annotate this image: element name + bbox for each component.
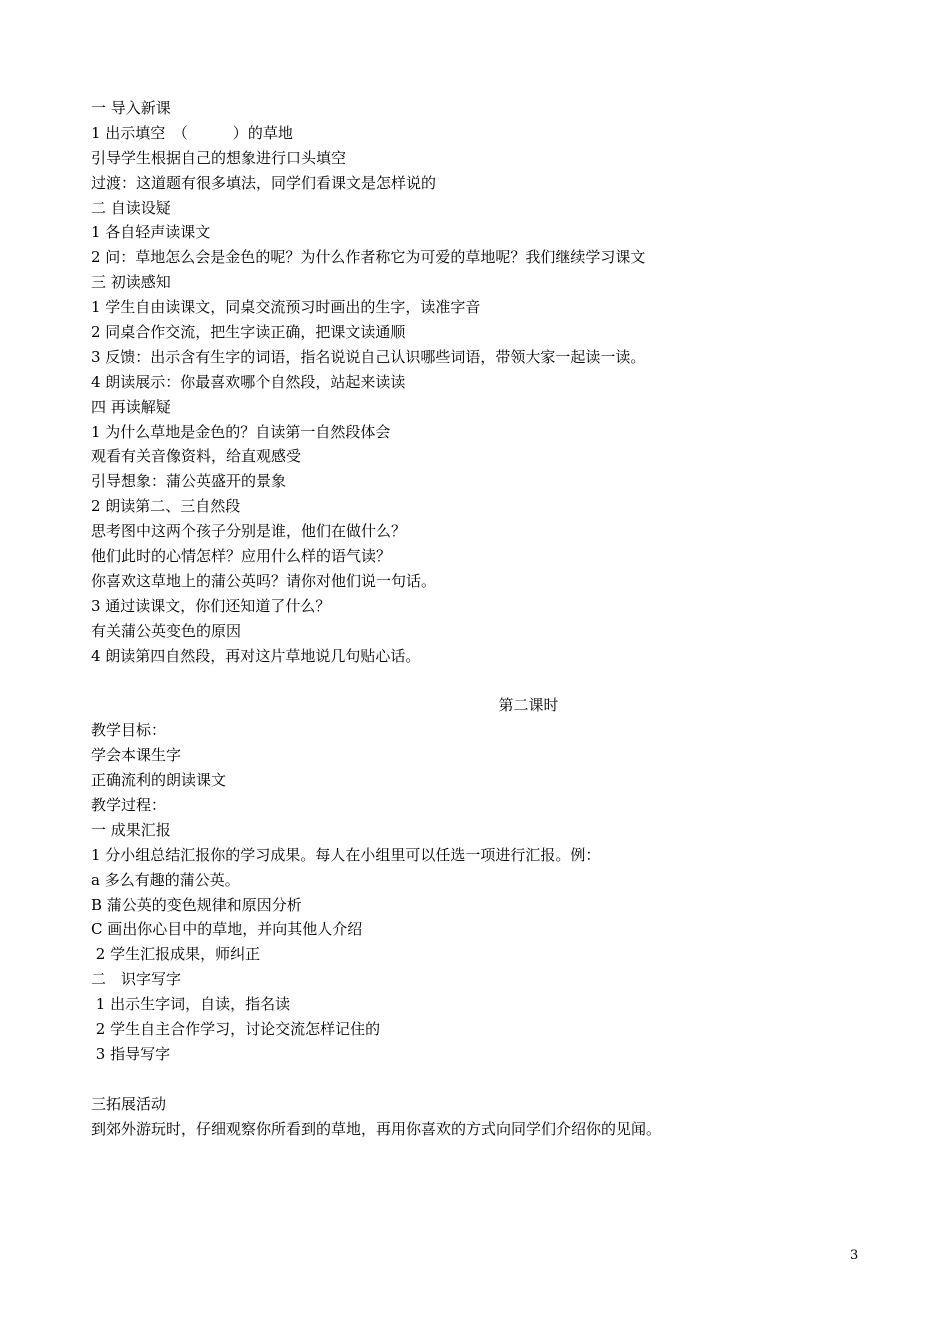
text-line: 1 各自轻声读课文 [91, 223, 211, 242]
text-line: 教学过程： [91, 795, 167, 814]
text-line: 2 问：草地怎么会是金色的呢？为什么作者称它为可爱的草地呢？我们继续学习课文 [91, 248, 646, 267]
text-line: 1 出示生字词，自读，指名读 [91, 995, 291, 1014]
text-line: C 画出你心目中的草地，并向其他人介绍 [91, 920, 363, 939]
text-line: 他们此时的心情怎样？应用什么样的语气读？ [91, 547, 392, 566]
text-line: 三 初读感知 [91, 273, 171, 292]
text-line: 过渡：这道题有很多填法，同学们看课文是怎样说的 [91, 173, 437, 192]
text-line: 2 学生汇报成果，师纠正 [91, 945, 261, 964]
text-line: 三拓展活动 [91, 1094, 167, 1113]
page-number: 3 [850, 1248, 859, 1263]
text-line: 2 学生自主合作学习，讨论交流怎样记住的 [91, 1019, 381, 1038]
text-line: a 多么有趣的蒲公英。 [91, 870, 240, 889]
lesson-part-3 [91, 1092, 871, 1142]
text-line: 教学目标： [91, 721, 167, 740]
text-line: 4 朗读展示：你最喜欢哪个自然段，站起来读读 [91, 372, 406, 391]
text-line: 引导想象：蒲公英盛开的景象 [91, 472, 287, 491]
text-line: 学会本课生字 [91, 746, 182, 765]
text-line: 正确流利的朗读课文 [91, 771, 227, 790]
text-line: 2 朗读第二、三自然段 [91, 497, 241, 516]
text-line: 观看有关音像资料，给直观感受 [91, 447, 302, 466]
text-line: 有关蒲公英变色的原因 [91, 621, 242, 640]
text-line: 引导学生根据自己的想象进行口头填空 [91, 148, 347, 167]
text-line: 3 反馈：出示含有生字的词语，指名说说自己认识哪些词语，带领大家一起读一读。 [91, 347, 646, 366]
text-line: 你喜欢这草地上的蒲公英吗？请你对他们说一句话。 [91, 571, 437, 590]
text-line: 3 通过读课文，你们还知道了什么？ [91, 596, 331, 615]
lesson-part-2 [91, 718, 871, 1066]
blank-line [91, 1067, 871, 1092]
text-line: 到郊外游玩时，仔细观察你所看到的草地，再用你喜欢的方式向同学们介绍你的见闻。 [91, 1119, 662, 1138]
text-line: 一 成果汇报 [91, 820, 171, 839]
text-line: 一 导入新课 [91, 99, 171, 117]
text-line: 1 学生自由读课文，同桌交流预习时画出的生字，读准字音 [91, 298, 481, 317]
text-line: 4 朗读第四自然段，再对这片草地说几句贴心话。 [91, 646, 421, 665]
text-line: 3 指导写字 [91, 1044, 171, 1063]
text-line: 二 自读设疑 [91, 198, 171, 217]
text-line: 1 分小组总结汇报你的学习成果。每人在小组里可以任选一项进行汇报。例： [91, 845, 601, 864]
text-line: B 蒲公英的变色规律和原因分析 [91, 895, 302, 914]
text-line: 2 同桌合作交流，把生字读正确，把课文读通顺 [91, 323, 406, 342]
text-line: 1 为什么草地是金色的？自读第一自然段体会 [91, 422, 391, 441]
text-line: 四 再读解疑 [91, 397, 171, 416]
blank-line [91, 668, 871, 693]
text-line: 二 识字写字 [91, 970, 182, 989]
text-line: 1 出示填空 （ ）的草地 [91, 123, 293, 142]
document-body [91, 96, 871, 1141]
lesson-part-1 [91, 96, 871, 668]
section-title: 第二课时 [498, 696, 559, 715]
text-line: 思考图中这两个孩子分别是谁，他们在做什么？ [91, 522, 407, 541]
